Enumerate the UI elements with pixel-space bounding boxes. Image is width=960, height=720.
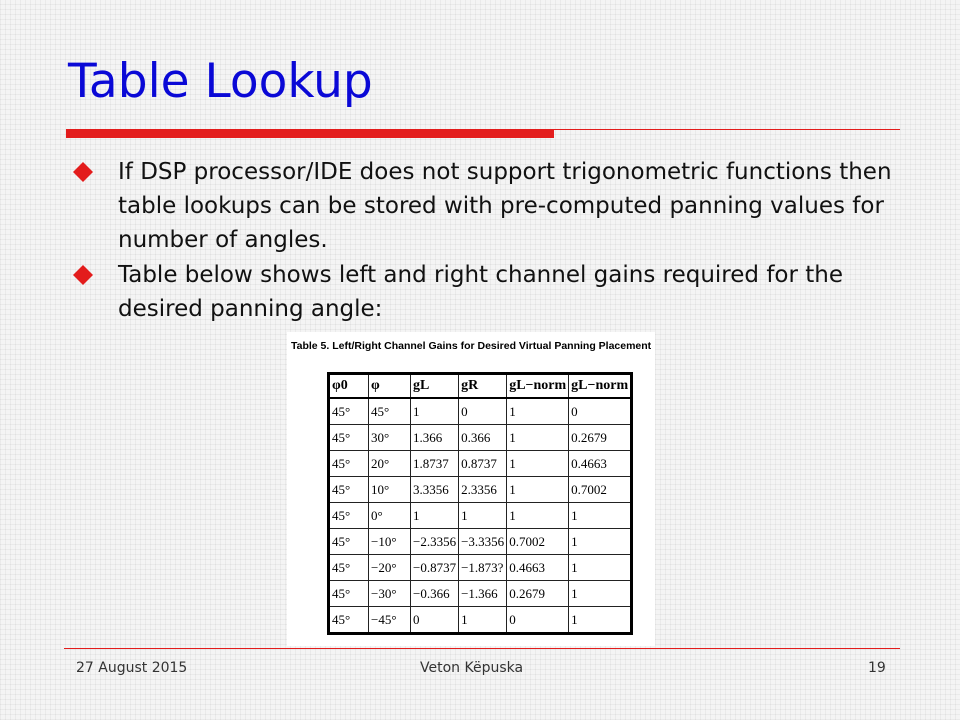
table-row xyxy=(329,503,632,529)
table-cell: 0.4663 xyxy=(569,451,632,477)
table-cell: 1 xyxy=(411,503,459,529)
footer-author: Veton Këpuska xyxy=(420,660,524,676)
table-cell: −45° xyxy=(369,607,411,634)
table-cell: 0.8737 xyxy=(459,451,507,477)
table-cell: 1 xyxy=(459,503,507,529)
table-caption: Table 5. Left/Right Channel Gains for Desired Virtual Panning Placement xyxy=(291,340,652,352)
table-cell: 0.7002 xyxy=(507,529,569,555)
table-cell: −10° xyxy=(369,529,411,555)
bullet-text: Table below shows left and right channel gains required for the desired panning angle: xyxy=(118,262,843,322)
table-cell: 1 xyxy=(507,503,569,529)
table-cell: 45° xyxy=(329,398,369,425)
table-cell: 0.366 xyxy=(459,425,507,451)
footer-date: 27 August 2015 xyxy=(76,660,188,676)
table-cell: 45° xyxy=(329,581,369,607)
table-body xyxy=(329,398,632,634)
table-cell: 1 xyxy=(507,398,569,425)
table-row xyxy=(329,451,632,477)
table-cell: 1 xyxy=(569,555,632,581)
bullet-text: If DSP processor/IDE does not support trigonometric functions then table lookups can be stored with pre-computed panning values for number of angles. xyxy=(118,159,892,253)
table-cell: −0.8737 xyxy=(411,555,459,581)
table-cell: −2.3356 xyxy=(411,529,459,555)
table-cell: −30° xyxy=(369,581,411,607)
table-cell: −0.366 xyxy=(411,581,459,607)
table-cell: 45° xyxy=(329,503,369,529)
table-row xyxy=(329,581,632,607)
table-cell: −20° xyxy=(369,555,411,581)
table-cell: 0 xyxy=(507,607,569,634)
table-cell: 1 xyxy=(569,607,632,634)
slide-title: Table Lookup xyxy=(68,54,373,109)
table-cell: 20° xyxy=(369,451,411,477)
table-cell: 1 xyxy=(569,529,632,555)
table-cell: 1 xyxy=(507,477,569,503)
table-cell: 0 xyxy=(411,607,459,634)
table-cell: 45° xyxy=(329,451,369,477)
table-cell: 45° xyxy=(329,529,369,555)
table-cell: 2.3356 xyxy=(459,477,507,503)
table-cell: 1.8737 xyxy=(411,451,459,477)
table-cell: 0 xyxy=(569,398,632,425)
table-cell: −1.873? xyxy=(459,555,507,581)
footer-divider xyxy=(64,648,900,649)
table-cell: 1 xyxy=(569,503,632,529)
bullet-item xyxy=(73,258,913,328)
table-cell: 0° xyxy=(369,503,411,529)
table-header-cell: gR xyxy=(459,374,507,399)
table-cell: 1 xyxy=(507,451,569,477)
red-diamond-icon xyxy=(73,265,93,285)
table-cell: 45° xyxy=(329,607,369,634)
table-cell: 1 xyxy=(569,581,632,607)
title-underline-thick xyxy=(66,129,554,138)
table-cell: 30° xyxy=(369,425,411,451)
table-cell: 45° xyxy=(329,425,369,451)
table-cell: 1.366 xyxy=(411,425,459,451)
table-cell: 45° xyxy=(329,477,369,503)
table-cell: −1.366 xyxy=(459,581,507,607)
table-cell: 0.2679 xyxy=(507,581,569,607)
table-row xyxy=(329,607,632,634)
title-underline-thin xyxy=(554,129,900,130)
table-row xyxy=(329,555,632,581)
table-row xyxy=(329,398,632,425)
table-cell: 0.2679 xyxy=(569,425,632,451)
table-row xyxy=(329,425,632,451)
page-number: 19 xyxy=(868,660,886,676)
table-cell: 1 xyxy=(459,607,507,634)
bullet-item xyxy=(73,155,913,260)
table-header-cell: φ0 xyxy=(329,374,369,399)
table-cell: 0 xyxy=(459,398,507,425)
table-header-cell: φ xyxy=(369,374,411,399)
table-row xyxy=(329,477,632,503)
table-cell: 0.7002 xyxy=(569,477,632,503)
red-diamond-icon xyxy=(73,162,93,182)
table-cell: 0.4663 xyxy=(507,555,569,581)
table-header-cell: gL−norm xyxy=(507,374,569,399)
table-header-row xyxy=(329,374,632,399)
table-cell: 3.3356 xyxy=(411,477,459,503)
table-header-cell: gL xyxy=(411,374,459,399)
table-figure xyxy=(287,332,655,646)
table-cell: −3.3356 xyxy=(459,529,507,555)
table-row xyxy=(329,529,632,555)
table-cell: 45° xyxy=(369,398,411,425)
gain-table xyxy=(327,372,633,635)
table-header-cell: gL−norm xyxy=(569,374,632,399)
table-cell: 1 xyxy=(507,425,569,451)
table-cell: 10° xyxy=(369,477,411,503)
table-cell: 45° xyxy=(329,555,369,581)
table-cell: 1 xyxy=(411,398,459,425)
